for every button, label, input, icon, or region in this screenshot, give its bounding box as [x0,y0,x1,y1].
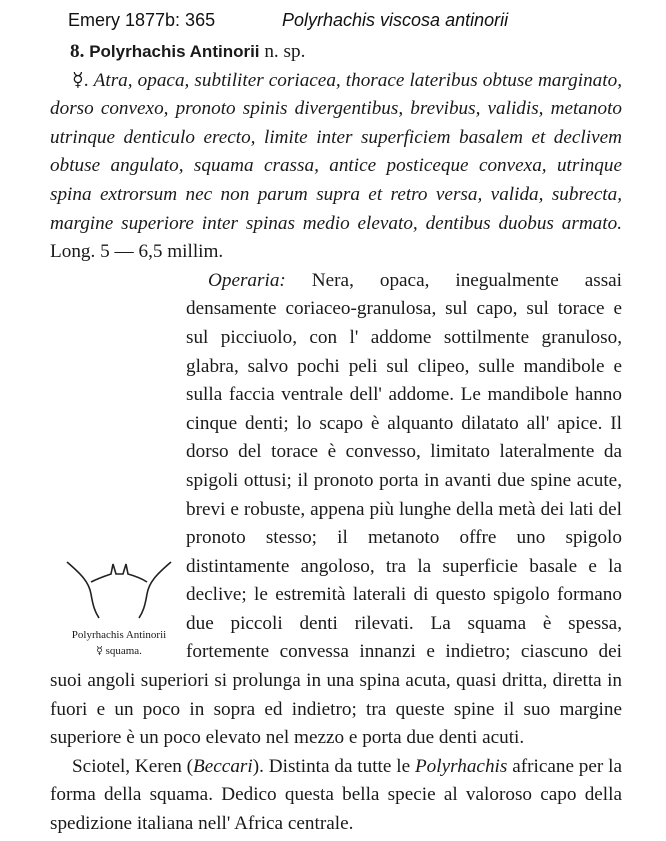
species-status: n. sp. [264,41,306,62]
genus-name: Polyrhachis [414,755,508,777]
collector-name: Beccari [193,755,253,777]
species-heading [50,38,622,67]
worker-description [50,267,622,753]
body-length: Long. 5 — 6,5 millim. [50,241,224,263]
description-label: Operaria: [208,269,286,291]
species-name: Polyrhachis Antinorii [89,42,260,61]
distribution-paragraph: Sciotel, Keren (Beccari). Distinta da tutte le Polyrhachis africane per la forma della squama. Dedico questa bella specie al valoroso capo della spedizione italiana nell' Africa centrale. [50,755,622,835]
squama-drawing [59,552,179,622]
figure-caption-name: Polyrhachis Antinorii [71,629,167,641]
distribution-text-b: africane per la forma della squama. Dedico questa bella specie al valoroso capo della spedizione italiana nell' Africa centrale. [50,755,622,835]
taxon-header: Polyrhachis viscosa antinorii [282,10,509,30]
squama-figure [44,552,194,672]
worker-symbol: ☿. [72,69,89,91]
locality: Sciotel, Keren [72,755,182,777]
figure-caption-part: ☿ squama. [96,645,142,657]
citation-header: Emery 1877b: 365 [68,10,216,30]
document-page [50,38,622,839]
description-text: Nera, opaca, inegualmente assai densamente coriaceo-granulosa, sul capo, sul torace e sul picciuolo, con l' addome sottilmente granuloso, glabra, salvo pochi peli sul clipeo, sulle mandibole e sulla faccia ventrale dell' addome. Le mandibole hanno cinque denti; lo scapo è alquanto dilatato all' apice. Il dorso del torace è convesso, limitato lateralmente da spigoli ottusi; il pronoto porta in avanti due spine acute, brevi e robuste, appena più lunghe della metà dei lati del pronoto stesso; il metanoto offre uno spigolo distintamente angoloso, tra la superficie basale e la declive; le estremità laterali di questo spigolo formano due piccoli denti rilevati. La squama è spessa, fortemente convessa innanzi e indietro; ciascuno dei suoi angoli superiori si prolunga in una spina acuta, quasi dritta, diretta in fuori e un poco in sopra ed indietro; tra queste spine il suo margine superiore è un poco elevato nel mezzo e porta due denti acuti. [50,269,623,749]
latin-diagnosis-text: Atra, opaca, subtiliter coriacea, thorace lateribus obtuse marginato, dorso convexo, pronoto spinis divergentibus, brevibus, validis, metanoto utrinque denticulo erecto, limite inter superficiem basalem et declivem obtuse angulato, squama crassa, antice posticeque convexa, utrinque spina extrorsum nec non parum supra et retro versa, valida, subrecta, margine superiore inter spinas medio elevato, dentibus duobus armato. [50,69,622,234]
distribution-text-a: . Distinta da tutte le [259,755,411,777]
entry-number: 8. [70,41,85,62]
latin-diagnosis [50,67,622,267]
